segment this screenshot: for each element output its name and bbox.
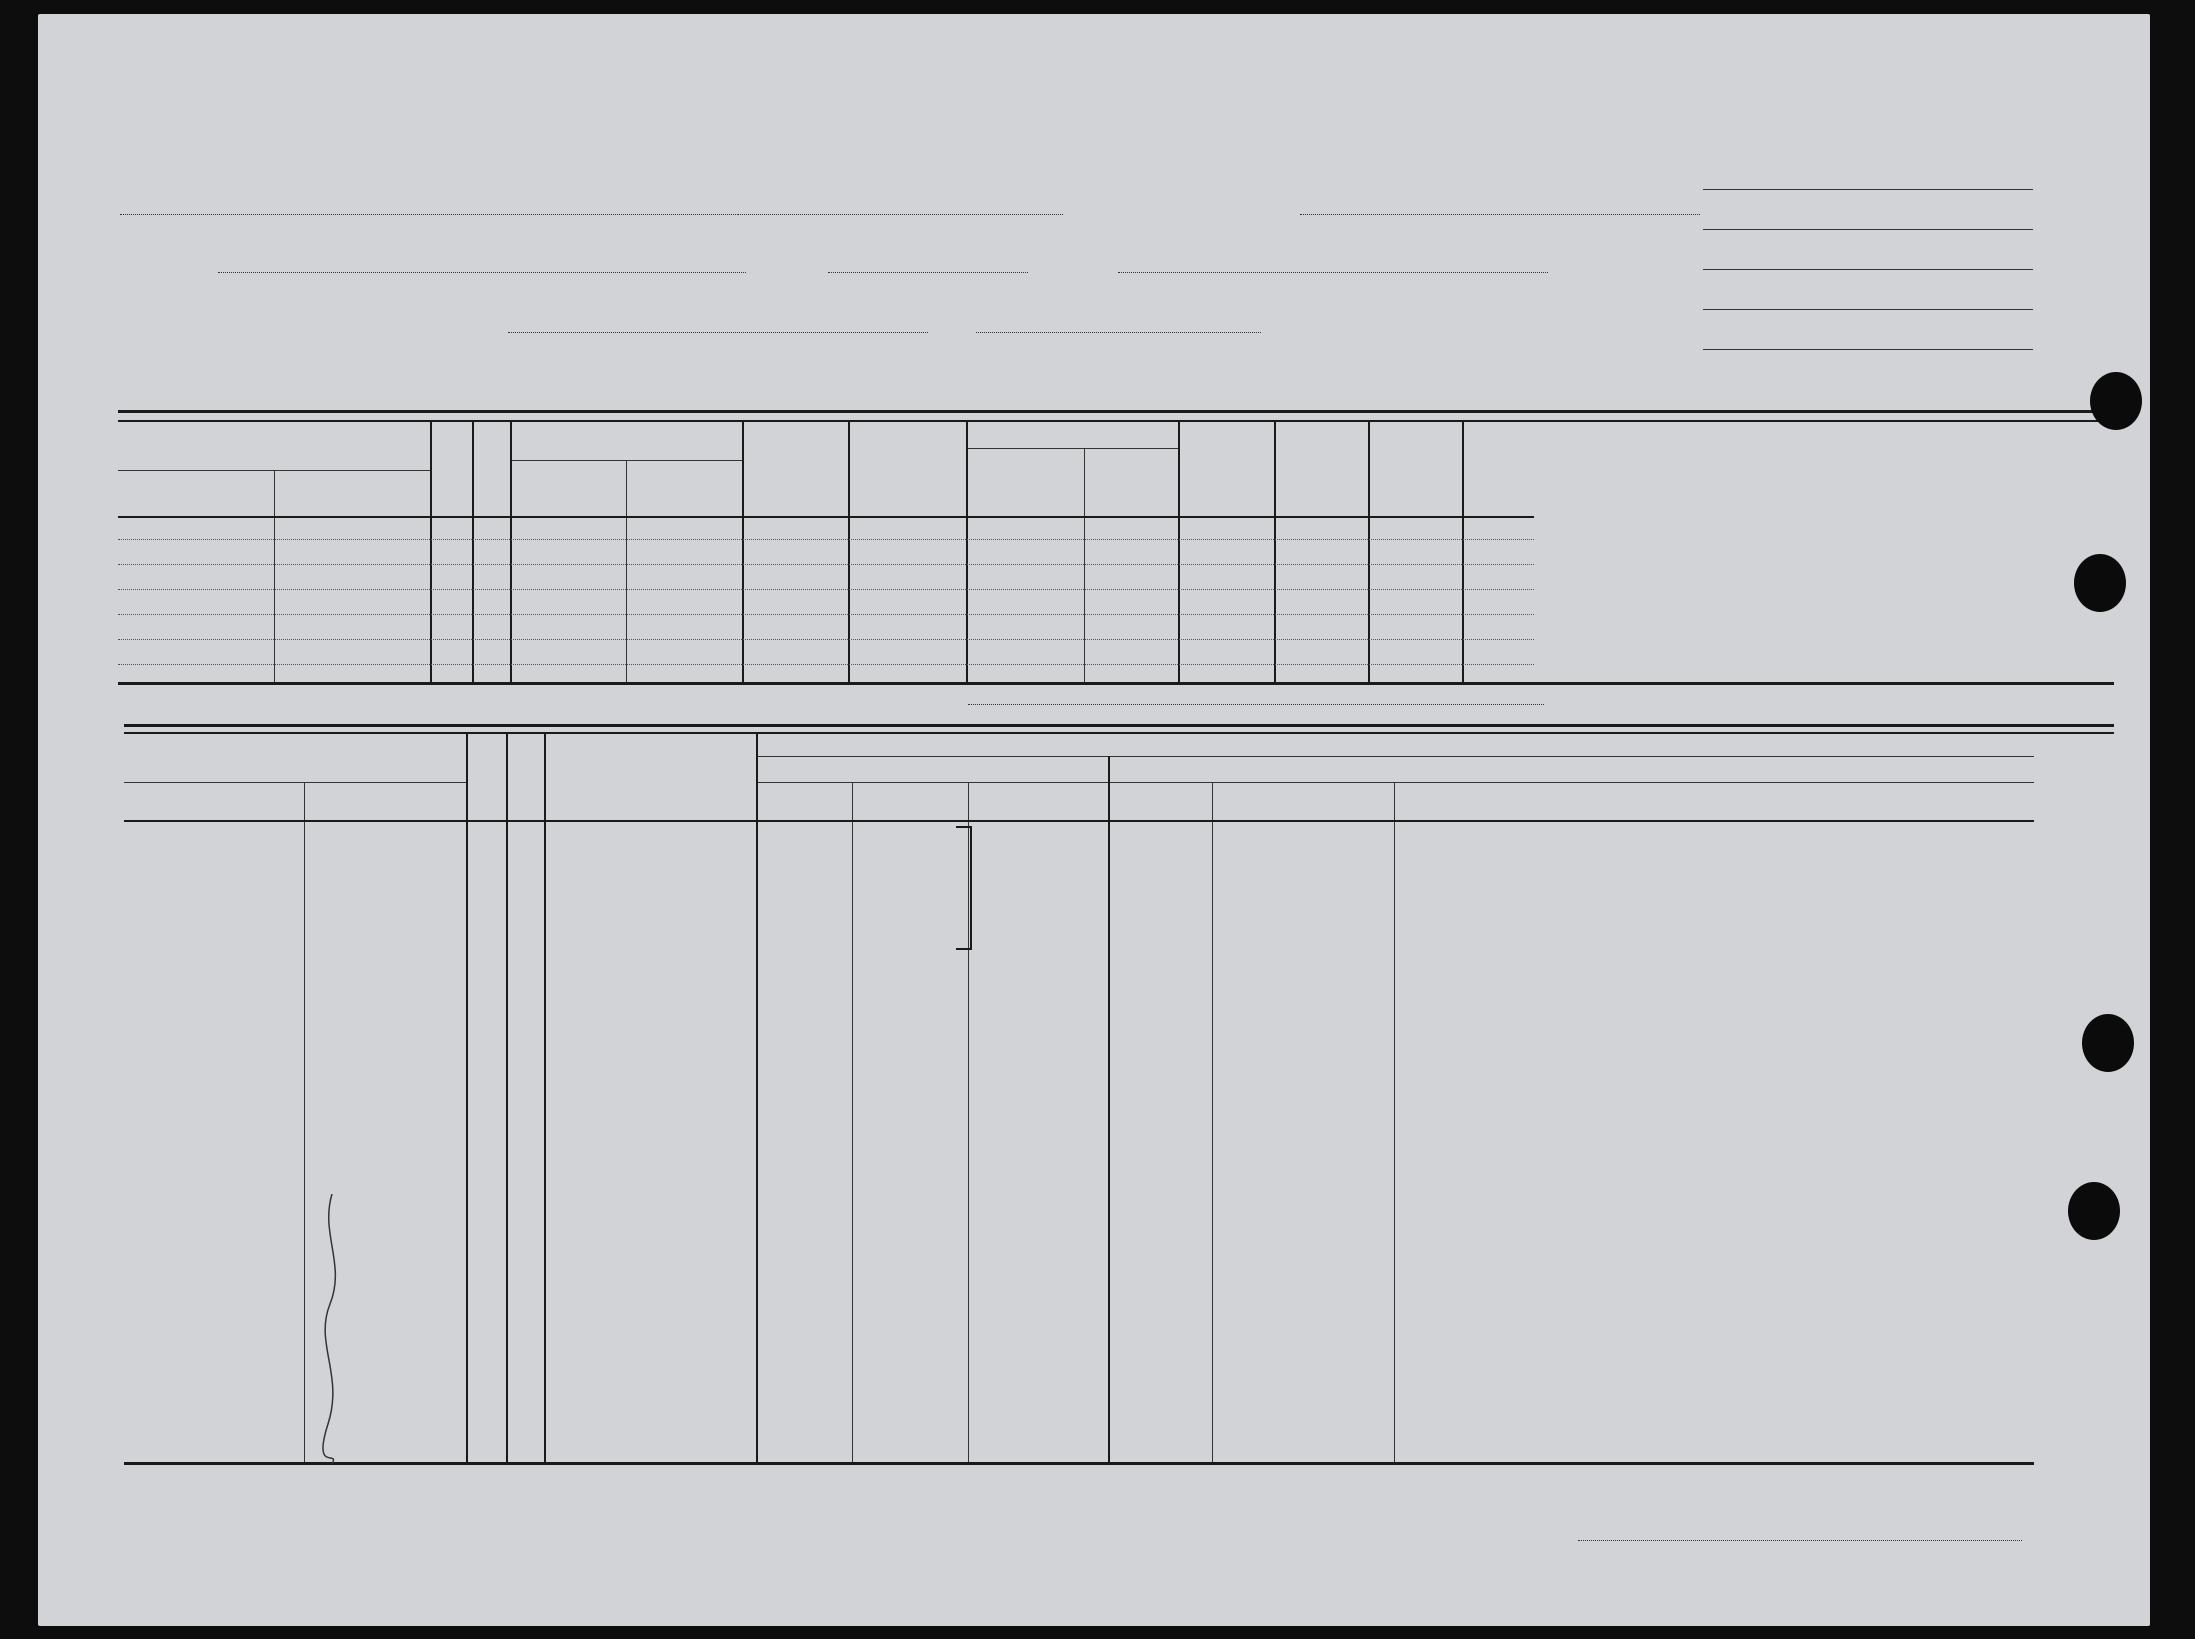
punch-hole xyxy=(2082,1014,2134,1072)
declaration-sheet xyxy=(38,14,2150,1626)
punch-hole xyxy=(2074,554,2126,612)
punch-hole xyxy=(2068,1182,2120,1240)
punch-hole xyxy=(2090,372,2142,430)
ditto-line xyxy=(318,1194,358,1464)
